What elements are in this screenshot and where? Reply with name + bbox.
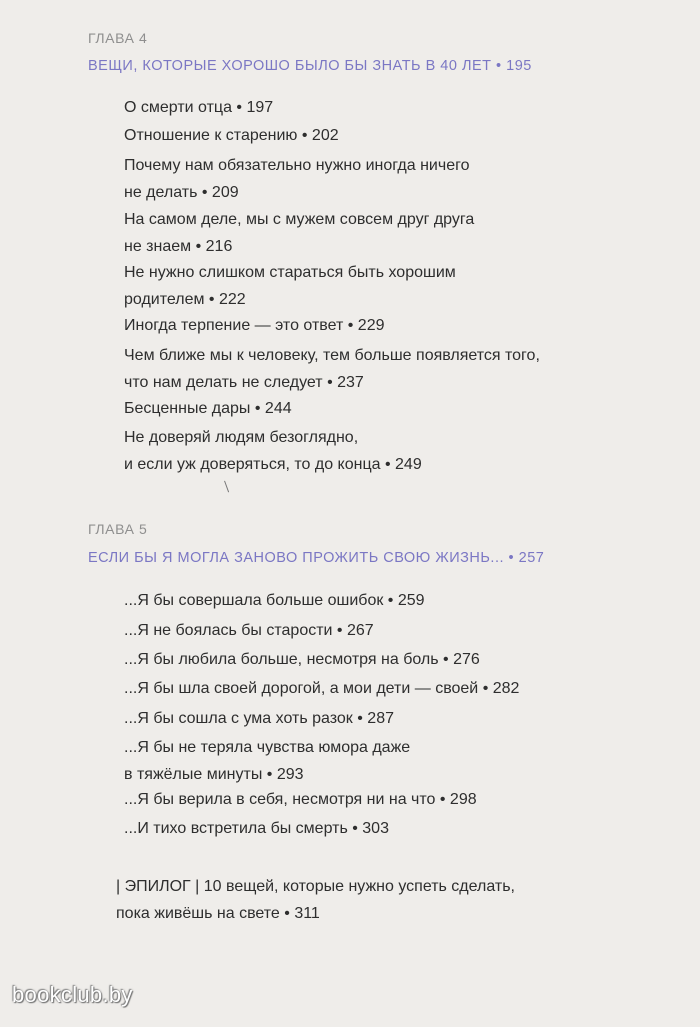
watermark: bookclub.by — [12, 982, 133, 1007]
epilogue-line: пока живёшь на свете • 311 — [116, 905, 320, 922]
toc-entry-line: Иногда терпение — это ответ • 229 — [124, 317, 385, 334]
toc-entry-line: Почему нам обязательно нужно иногда ничего — [124, 157, 470, 174]
toc-entry-line: Бесценные дары • 244 — [124, 400, 292, 417]
chapter-5-title: ЕСЛИ БЫ Я МОГЛА ЗАНОВО ПРОЖИТЬ СВОЮ ЖИЗНЬ... • 257 — [88, 550, 545, 566]
toc-entry-line: в тяжёлые минуты • 293 — [124, 766, 304, 783]
toc-entry-line: не знаем • 216 — [124, 238, 233, 255]
toc-entry — [124, 587, 604, 614]
toc-entry — [124, 206, 604, 260]
toc-entry-line: ...Я бы не теряла чувства юмора даже — [124, 739, 411, 756]
toc-entry — [124, 786, 604, 813]
toc-entry-line: ...Я бы совершала больше ошибок • 259 — [124, 592, 425, 609]
toc-entry — [124, 424, 604, 478]
toc-entry-line: ...Я бы сошла с ума хоть разок • 287 — [124, 710, 394, 727]
pen-mark — [224, 480, 232, 493]
toc-entry-line: На самом деле, мы с мужем совсем друг друга — [124, 211, 475, 228]
toc-entry — [124, 617, 604, 644]
toc-entry — [124, 675, 604, 702]
toc-entry — [124, 342, 604, 396]
toc-entry-line: Не доверяй людям безоглядно, — [124, 429, 359, 446]
chapter-5-label: ГЛАВА 5 — [88, 521, 148, 537]
toc-entry — [124, 705, 604, 732]
toc-entry — [124, 815, 604, 842]
epilogue-line: | ЭПИЛОГ | 10 вещей, которые нужно успеть сделать, — [116, 878, 515, 895]
toc-entry-line: не делать • 209 — [124, 184, 239, 201]
toc-entry-line: ...И тихо встретила бы смерть • 303 — [124, 820, 389, 837]
toc-entry-line: Отношение к старению • 202 — [124, 127, 339, 144]
toc-entry — [124, 646, 604, 673]
toc-entry-line: ...Я бы верила в себя, несмотря ни на что • 298 — [124, 791, 477, 808]
toc-entry — [124, 94, 604, 121]
toc-entry-line: О смерти отца • 197 — [124, 99, 274, 116]
chapter-4-label: ГЛАВА 4 — [88, 30, 148, 46]
toc-entry-line: ...Я бы любила больше, несмотря на боль • 276 — [124, 651, 480, 668]
epilogue-entry — [116, 873, 636, 927]
toc-entry-line: ...Я бы шла своей дорогой, а мои дети — своей • 282 — [124, 680, 520, 697]
chapter-4-title: ВЕЩИ, КОТОРЫЕ ХОРОШО БЫЛО БЫ ЗНАТЬ В 40 ЛЕТ • 195 — [88, 58, 532, 74]
toc-entry-line: Чем ближе мы к человеку, тем больше появляется того, — [124, 347, 540, 364]
toc-entry-line: что нам делать не следует • 237 — [124, 374, 364, 391]
toc-entry-line: ...Я не боялась бы старости • 267 — [124, 622, 374, 639]
toc-entry — [124, 734, 604, 788]
toc-entry-line: родителем • 222 — [124, 291, 246, 308]
toc-entry — [124, 395, 604, 422]
toc-entry — [124, 312, 604, 339]
toc-entry-line: и если уж доверяться, то до конца • 249 — [124, 456, 422, 473]
toc-entry — [124, 152, 604, 206]
toc-entry — [124, 122, 604, 149]
toc-entry — [124, 259, 604, 313]
toc-entry-line: Не нужно слишком стараться быть хорошим — [124, 264, 456, 281]
